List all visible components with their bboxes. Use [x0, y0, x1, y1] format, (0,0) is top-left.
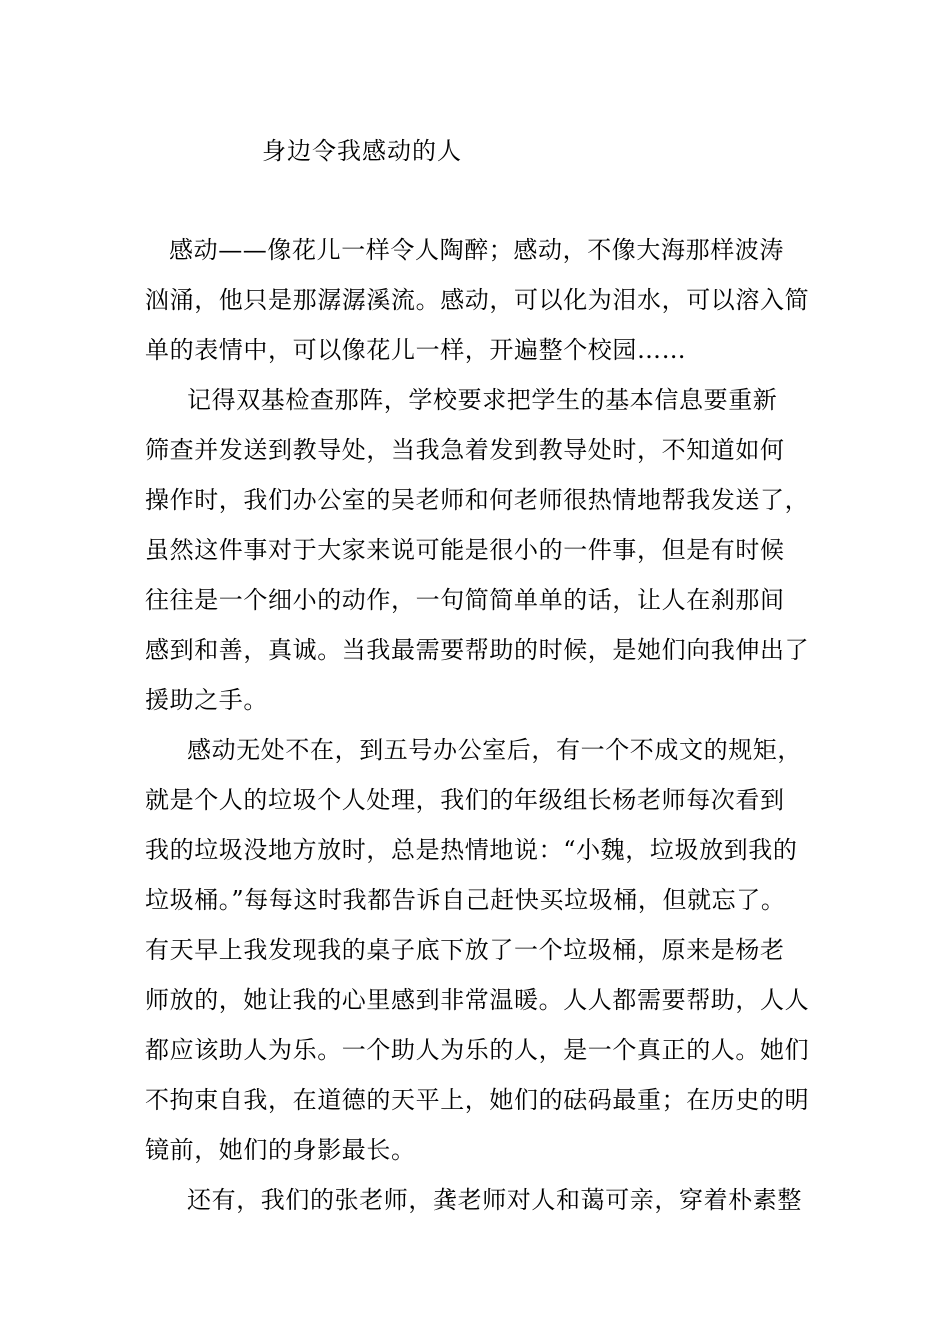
paragraph-line: 不拘束自我，在道德的天平上，她们的砝码最重；在历史的明	[145, 1086, 810, 1114]
paragraph-line: 感动无处不在，到五号办公室后，有一个不成文的规矩，	[187, 736, 802, 764]
document-title: 身边令我感动的人	[262, 137, 462, 165]
paragraph-line: 单的表情中，可以像花儿一样，开遍整个校园……	[145, 336, 687, 364]
paragraph-line: 镜前，她们的身影最长。	[145, 1136, 416, 1164]
paragraph-line: 师放的，她让我的心里感到非常温暖。人人都需要帮助，人人	[145, 986, 810, 1014]
paragraph-line: 援助之手。	[145, 686, 268, 714]
paragraph-line: 记得双基检查那阵，学校要求把学生的基本信息要重新	[187, 386, 778, 414]
paragraph-line: 还有，我们的张老师，龚老师对人和蔼可亲，穿着朴素整	[187, 1186, 802, 1214]
paragraph-line: 垃圾桶。”每每这时我都告诉自己赶快买垃圾桶，但就忘了。	[145, 886, 786, 914]
paragraph-line: 筛查并发送到教导处，当我急着发到教导处时，不知道如何	[145, 436, 785, 464]
paragraph-line: 感动——像花儿一样令人陶醉；感动，不像大海那样波涛	[169, 236, 784, 264]
paragraph-line: 汹涌，他只是那潺潺溪流。感动，可以化为泪水，可以溶入简	[145, 286, 810, 314]
document-body	[145, 228, 815, 1228]
paragraph-line: 有天早上我发现我的桌子底下放了一个垃圾桶，原来是杨老	[145, 936, 785, 964]
paragraph-line: 往往是一个细小的动作，一句简简单单的话，让人在刹那间	[145, 586, 785, 614]
paragraph-line: 感到和善，真诚。当我最需要帮助的时候，是她们向我伸出了	[145, 636, 810, 664]
paragraph-line: 我的垃圾没地方放时，总是热情地说：“小魏，垃圾放到我的	[145, 836, 798, 864]
paragraph-line: 都应该助人为乐。一个助人为乐的人，是一个真正的人。她们	[145, 1036, 810, 1064]
paragraph-line: 操作时，我们办公室的吴老师和何老师很热情地帮我发送了，	[145, 486, 810, 514]
paragraph-line: 就是个人的垃圾个人处理，我们的年级组长杨老师每次看到	[145, 786, 785, 814]
paragraph-line: 虽然这件事对于大家来说可能是很小的一件事，但是有时候	[145, 536, 785, 564]
